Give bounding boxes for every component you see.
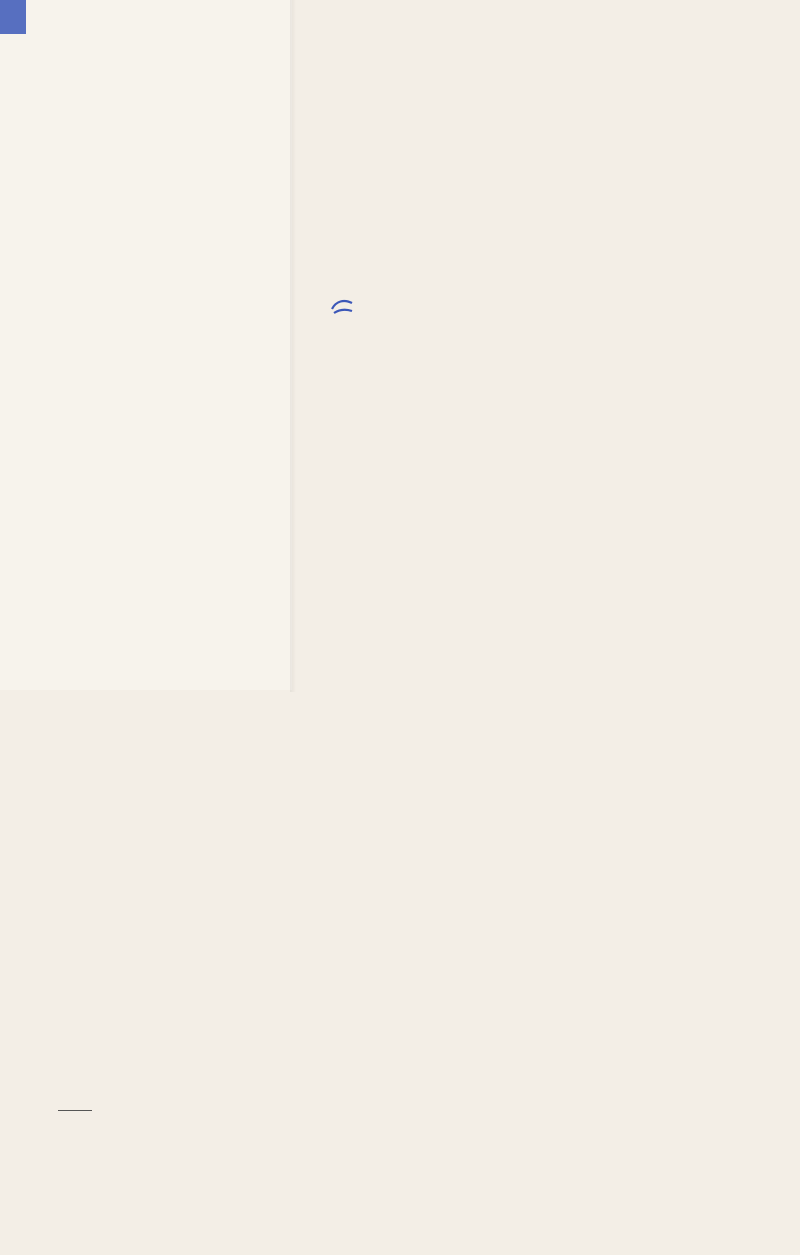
slip-shadow xyxy=(290,0,296,692)
clip-icon xyxy=(330,295,354,317)
library-slip xyxy=(0,0,292,690)
stamp-mark xyxy=(0,0,26,34)
footnote-rule xyxy=(58,1110,92,1111)
